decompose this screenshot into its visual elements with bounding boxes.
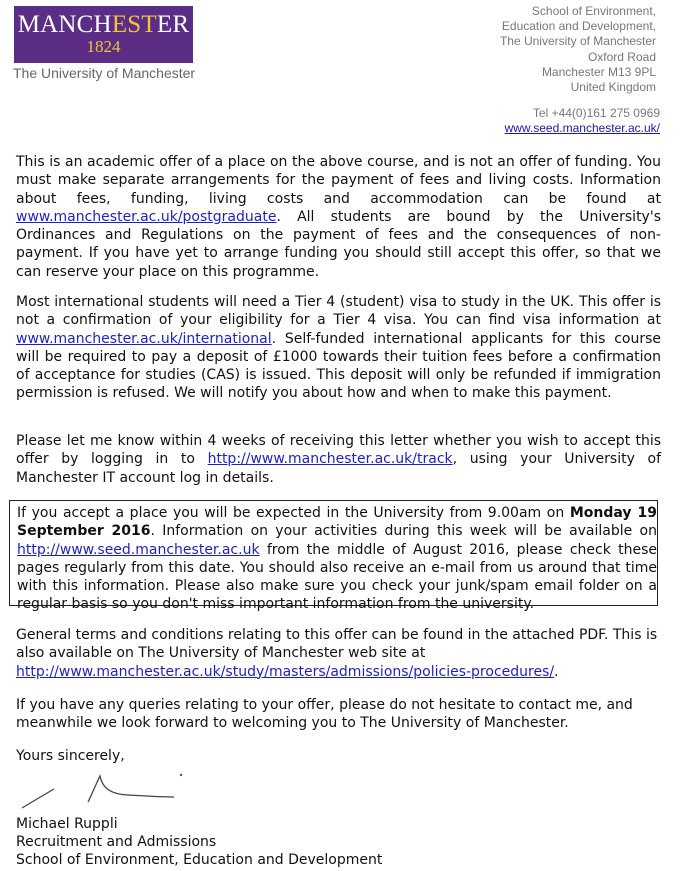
queries-paragraph: If you have any queries relating to your offer, please do not hesitate to contact me, and meanwhile we look forward to welcoming you to The University of Manchester.	[16, 697, 633, 732]
address-line: Oxford Road	[587, 49, 656, 64]
policies-link[interactable]: http://www.manchester.ac.uk/study/masters/admissions/policies-procedures/	[16, 663, 555, 680]
signatory-role: Recruitment and Admissions	[16, 834, 217, 850]
funding-paragraph: This is an academic offer of a place on the above course, and is not an offer of funding. You must make separate arrangements for the payment of fees and living costs. Information about fees, funding, living costs and accommodation can be found at www.manchester.ac.uk/postgraduate. All students are bound by the University's Ordinances and Regulations on the payment of fees and the consequences of non-payment. If you have yet to arrange funding you should still accept this offer, so that we can reserve your place on this programme.	[16, 154, 661, 280]
address-line: School of Environment,	[531, 4, 656, 18]
logo-year: 1824	[86, 37, 121, 56]
address-line: Education and Development,	[501, 19, 656, 34]
contact-info	[505, 106, 660, 136]
telephone: Tel +44(0)161 275 0969	[532, 106, 660, 120]
signatory-name: Michael Ruppli	[16, 816, 118, 832]
arrival-notice-box: If you accept a place you will be expected in the University from 9.00am on Monday 19 September 2016. Information on your activities during this week will be available on http://www.seed.manchester.ac.uk from the middle of August 2016, please check these pages regularly from this date. You should also receive an e-mail from us around that time with this information. Please also make sure you check your junk/spam email folder on a regular basis so you don't miss important information from the university.	[9, 500, 658, 606]
acceptance-paragraph: Please let me know within 4 weeks of receiving this letter whether you wish to accept this offer by logging in to http://www.manchester.ac.uk/track, using your University of Manchester IT account log in details.	[16, 433, 661, 486]
visa-paragraph: Most international students will need a Tier 4 (student) visa to study in the UK. This offer is not a confirmation of your eligibility for a Tier 4 visa. You can find visa information at www.manchester.ac.uk/international. Self-funded international applicants for this course will be required to pay a deposit of £1000 towards their tuition fees before a confirmation of acceptance for studies (CAS) is issued. This deposit will only be refunded if immigration permission is refused. We will notify you about how and when to make this payment.	[16, 294, 661, 402]
arrival-date: Monday 19 September 2016	[17, 505, 657, 540]
handwritten-signature	[18, 768, 188, 813]
logo-wordmark: MANCHESTER	[17, 11, 190, 38]
seed-link[interactable]: http://www.seed.manchester.ac.uk	[17, 541, 260, 558]
signatory-school: School of Environment, Education and Development	[16, 852, 383, 868]
terms-paragraph: General terms and conditions relating to this offer can be found in the attached PDF. This is also available on The University of Manchester web site at http://www.manchester.ac.uk/study/masters/admissions/policies-procedures/.	[16, 627, 658, 680]
track-link[interactable]: http://www.manchester.ac.uk/track	[207, 451, 453, 468]
address-line: Manchester M13 9PL	[541, 64, 656, 79]
school-website-link[interactable]: www.seed.manchester.ac.uk/	[504, 121, 660, 136]
postgraduate-link[interactable]: www.manchester.ac.uk/postgraduate	[16, 208, 277, 225]
closing: Yours sincerely,	[16, 748, 125, 764]
address-line: The University of Manchester	[499, 34, 656, 49]
university-name: The University of Manchester	[13, 65, 196, 81]
address-line: United Kingdom	[570, 80, 656, 95]
university-logo	[14, 6, 193, 63]
school-address	[500, 4, 656, 95]
international-link[interactable]: www.manchester.ac.uk/international	[16, 330, 272, 347]
